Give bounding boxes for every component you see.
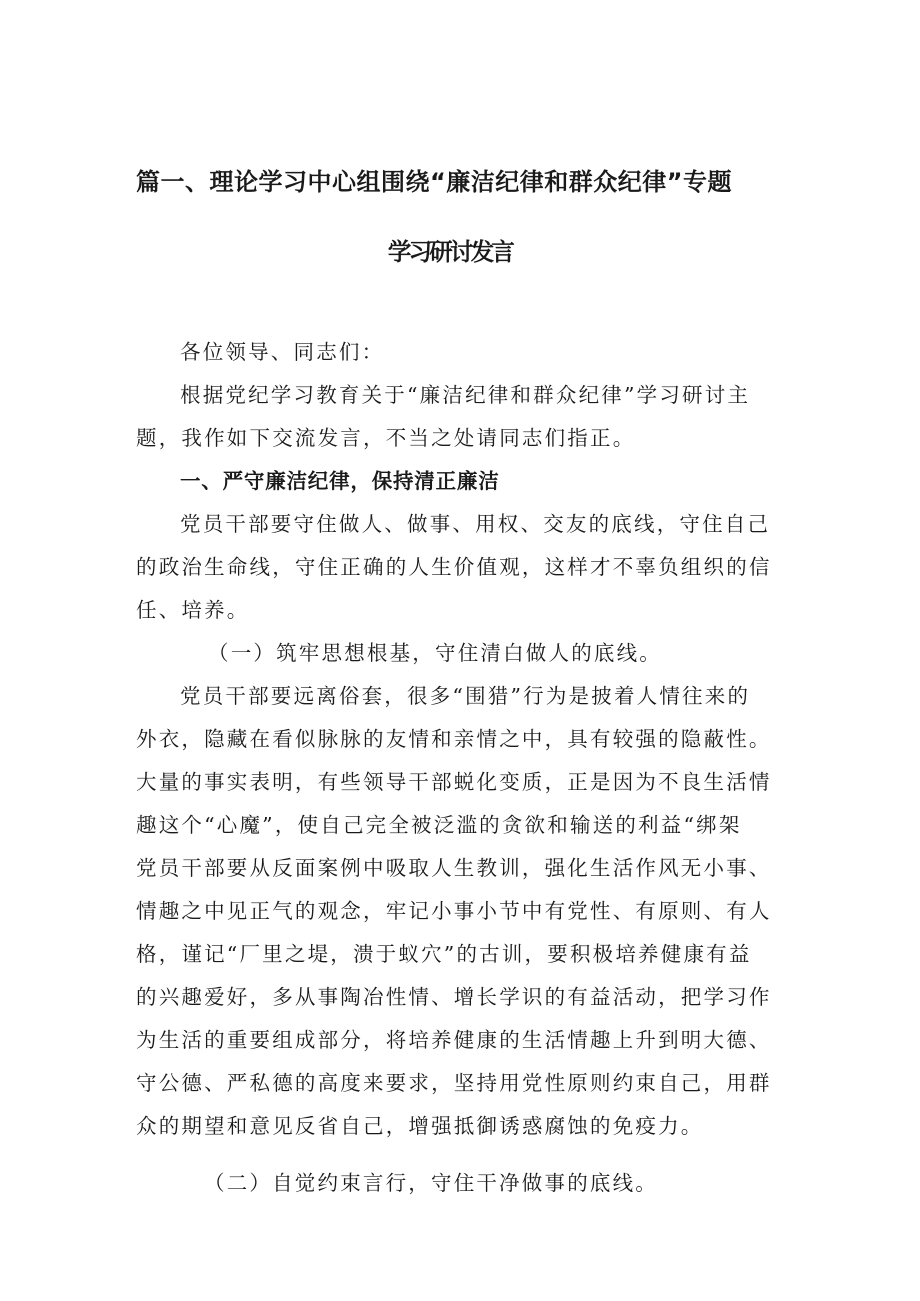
section-1-heading: 一、严守廉洁纪律，保持清正廉洁	[180, 469, 500, 493]
subsection-1-paragraph-line: 党员干部要远离俗套，很多“围猎”行为是披着人情往来的	[180, 684, 751, 708]
subsection-1-paragraph-line: 众的期望和意见反省自己，增强抵御诱惑腐蚀的免疫力。	[136, 1114, 704, 1138]
subsection-1-heading: （一）筑牢思想根基，守住清白做人的底线。	[208, 641, 662, 665]
subsection-1-paragraph-line: 党员干部要从反面案例中吸取人生教训，强化生活作风无小事、	[136, 856, 772, 880]
document-title-line-2: 学习研讨发言	[387, 238, 513, 266]
document-title-line-1: 篇一、理论学习中心组围绕“廉洁纪律和群众纪律”专题	[136, 168, 733, 196]
subsection-1-paragraph-line: 为生活的重要组成部分，将培养健康的生活情趣上升到明大德、	[136, 1028, 772, 1052]
section-1-paragraph-line: 的政治生命线，守住正确的人生价值观，这样才不辜负组织的信	[136, 555, 772, 579]
intro-line: 根据党纪学习教育关于“廉洁纪律和群众纪律”学习研讨主	[180, 383, 751, 407]
subsection-1-paragraph-line: 大量的事实表明，有些领导干部蜕化变质，正是因为不良生活情	[136, 770, 772, 794]
section-1-paragraph-line: 任、培养。	[136, 598, 250, 622]
salutation: 各位领导、同志们：	[180, 340, 385, 364]
subsection-1-paragraph-line: 情趣之中见正气的观念，牢记小事小节中有党性、有原则、有人	[136, 899, 772, 923]
section-1-paragraph-line: 党员干部要守住做人、做事、用权、交友的底线，守住自己	[180, 512, 771, 536]
subsection-1-paragraph-line: 格，谨记“厂里之堤，溃于蚁穴”的古训，要积极培养健康有益	[136, 942, 752, 966]
subsection-2-heading: （二）自觉约束言行，守住干净做事的底线。	[204, 1171, 658, 1195]
subsection-1-paragraph-line: 趣这个“心魔”，使自己完全被泛滥的贪欲和输送的利益“绑架	[136, 813, 742, 837]
subsection-1-paragraph-line: 的兴趣爱好，多从事陶冶性情、增长学识的有益活动，把学习作	[136, 985, 772, 1009]
subsection-1-paragraph-line: 守公德、严私德的高度来要求，坚持用党性原则约束自己，用群	[136, 1071, 772, 1095]
subsection-1-paragraph-line: 外衣，隐藏在看似脉脉的友情和亲情之中，具有较强的隐蔽性。	[136, 727, 772, 751]
intro-line: 题，我作如下交流发言，不当之处请同志们指正。	[136, 426, 636, 450]
